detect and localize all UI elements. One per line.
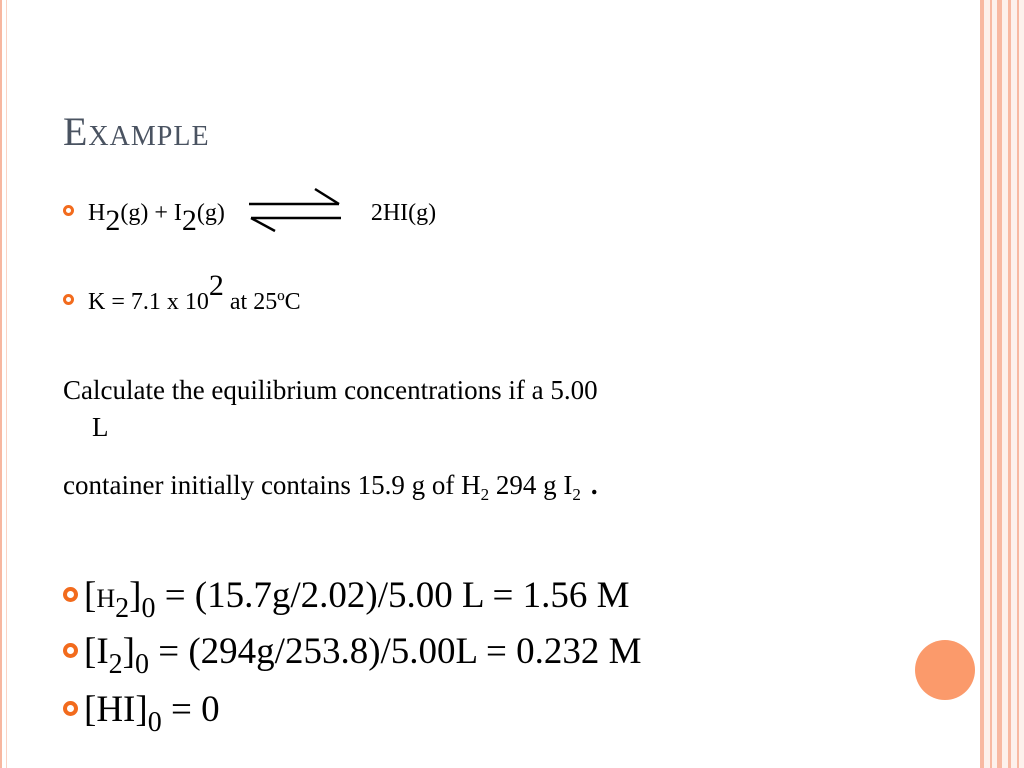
calculation-hi xyxy=(63,688,220,738)
initial-subscript: 0 xyxy=(141,593,156,624)
reaction-line xyxy=(63,186,436,241)
bracket-open: [ xyxy=(84,631,97,672)
bullet-icon xyxy=(63,643,78,658)
constant-post: at 25ºC xyxy=(223,289,301,315)
subscript: 2 xyxy=(480,485,490,504)
species-subscript: 2 xyxy=(108,649,123,680)
reaction-end: (g) xyxy=(196,200,225,226)
problem-line-1-wrap: L xyxy=(92,412,109,442)
subscript: 2 xyxy=(572,485,581,504)
reaction-h-subscript: 2 xyxy=(105,204,121,237)
reaction-product: 2HI(g) xyxy=(370,200,437,226)
problem-line-2-text: container initially contains 15.9 g of H xyxy=(63,470,481,500)
initial-subscript: 0 xyxy=(134,649,149,680)
decorative-stripes xyxy=(980,0,1024,768)
constant-exponent: 2 xyxy=(208,269,224,302)
problem-line-2-mid: 294 g I xyxy=(489,470,573,500)
bullet-icon xyxy=(63,587,78,602)
constant-pre: K = 7.1 x 10 xyxy=(88,289,209,315)
species-subscript: 2 xyxy=(115,593,130,624)
equilibrium-constant-line xyxy=(63,269,301,317)
calculation-h2 xyxy=(63,574,630,624)
bracket-close: ] xyxy=(122,631,135,672)
bullet-icon xyxy=(63,294,74,305)
species: HI xyxy=(96,689,136,730)
species: I xyxy=(96,631,109,672)
calculation-text: = 0 xyxy=(161,689,220,730)
initial-subscript: 0 xyxy=(147,707,162,738)
bracket-close: ] xyxy=(135,689,148,730)
period: . xyxy=(590,470,598,500)
bullet-icon xyxy=(63,205,74,216)
bullet-icon xyxy=(63,701,78,716)
decorative-circle xyxy=(915,640,975,700)
equilibrium-arrow-icon xyxy=(247,186,345,241)
reaction-mid: (g) + I xyxy=(120,200,182,226)
problem-line-1: Calculate the equilibrium concentrations if a 5.00 xyxy=(63,375,598,405)
slide-title: Example xyxy=(63,109,210,154)
frame-line xyxy=(6,0,7,768)
bracket-open: [ xyxy=(84,575,97,616)
bracket-open: [ xyxy=(84,689,97,730)
reaction-h: H xyxy=(88,200,106,226)
reaction-i-subscript: 2 xyxy=(181,204,197,237)
species: H xyxy=(96,584,116,613)
calculation-text: = (294g/253.8)/5.00L = 0.232 M xyxy=(148,631,642,672)
bracket-close: ] xyxy=(129,575,142,616)
calculation-i2 xyxy=(63,630,642,680)
calculation-text: = (15.7g/2.02)/5.00 L = 1.56 M xyxy=(155,575,630,616)
problem-line-2 xyxy=(63,470,598,504)
